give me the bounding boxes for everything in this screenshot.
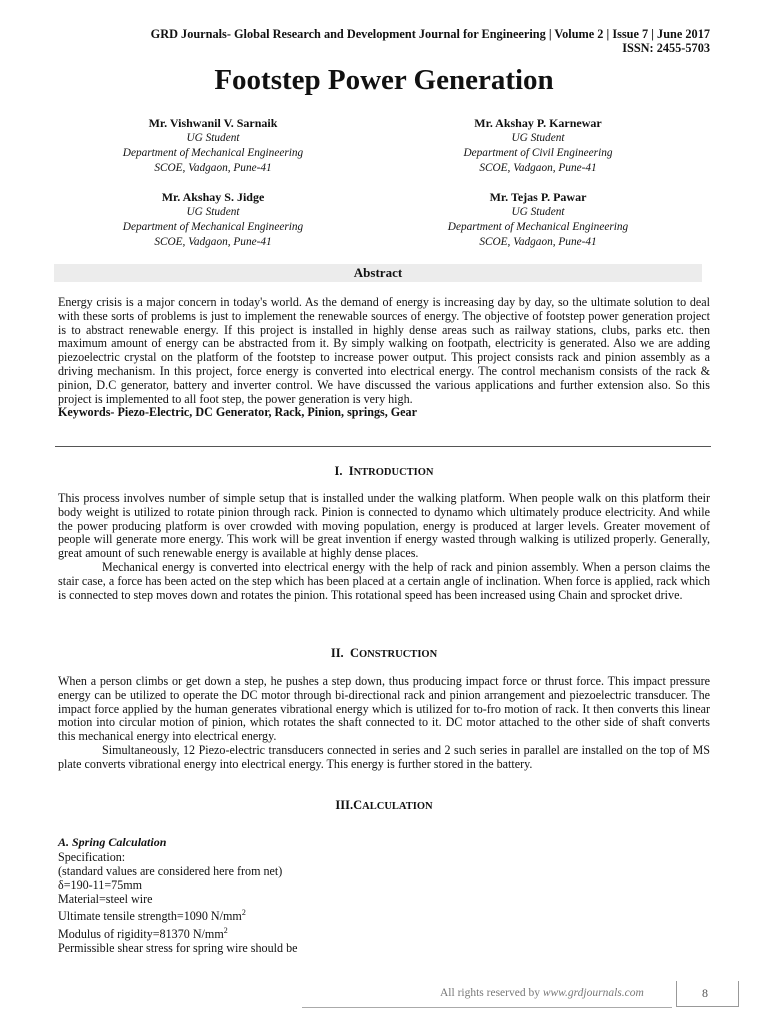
construction-paragraph: Simultaneously, 12 Piezo-electric transducers connected in series and 2 such series in parallel are installed on the top of MS plate converts vibrational energy into electrical energy. This energy is further stored in the battery. [58,742,710,771]
calc-line: (standard values are considered here from net) [58,864,283,879]
section-divider [55,446,711,447]
author-name: Mr. Tejas P. Pawar [489,190,587,204]
superscript: 2 [241,908,246,918]
construction-body [58,675,710,772]
abstract-text: Energy crisis is a major concern in today's world. As the demand of energy is increasing day by day, so the ultimate solution to deal with these sorts of problems is just to implement the renewable sources of energy. The objective of footstep power generation project is to abstract renewable energy. If this project is installed in highly dense areas such as railway stations, clubs, parks etc. then maximum amount of energy can be abstracted from it. By simply walking on footpath, electricity is generated. Also we are adding piezoelectric crystal on the platform of the footstep to increase power output. This project consists rack and pinion assembly as a driving mechanism. In this project, force energy is converted into electrical energy. The control mechanism consists of the rack & pinion, D.C generator, battery and inverter control. We have discussed the various applications and further extension also. So this project is implemented to all foot step, the power generation is very high. [58,295,710,406]
introduction-paragraph: This process involves number of simple setup that is installed under the walking platform. When people walk on this platform their body weight is utilized to rotate pinion through rack. Pinion is connected to dynamo which ultimately produce electricity. And while the power producing platform is over crowded with moving population, energy is produced at larger levels. Greater movement of people will generate more energy. This work will be great invention if energy wasted through walking is utilized properly. Generally, great amount of such renewable energy is available at highly dense places. [58,491,710,561]
author-role: UG Student [186,206,240,218]
journal-line: GRD Journals- Global Research and Development Journal for Engineering | Volume 2 | Issue 7 | June 2017 [150,27,710,41]
footer-divider [302,1007,672,1008]
superscript: 2 [223,925,228,935]
section-title-rest: ALCULATION [362,801,433,812]
paper-title: Footstep Power Generation [214,64,554,96]
site-link[interactable]: www.grdjournals.com [542,987,644,999]
footer-rights [440,987,644,999]
section-heading-calculation [0,798,768,813]
author-dept: Department of Mechanical Engineering [122,221,304,233]
section-heading-construction [0,646,768,661]
author-affil: SCOE, Vadgaon, Pune-41 [479,236,597,248]
author-name: Mr. Vishwanil V. Sarnaik [148,116,278,130]
section-number: III. [335,798,354,812]
page-number: 8 [702,986,708,1000]
rights-text: All rights reserved by [440,987,543,999]
abstract-heading: Abstract [54,264,702,282]
section-number: I. [334,464,343,478]
author-affil: SCOE, Vadgaon, Pune-41 [479,162,597,174]
author-block [388,116,688,176]
section-title-rest: NTRODUCTION [353,467,434,478]
section-number: II. [330,646,344,660]
author-role: UG Student [186,132,240,144]
author-name: Mr. Akshay S. Jidge [161,190,265,204]
calc-line: δ=190-11=75mm [58,878,143,893]
introduction-paragraph: Mechanical energy is converted into electrical energy with the help of rack and pinion assembly. When a person claims the stair case, a force has been acted on the step which has been placed at a certain angle of inclination. When force is applied, rack which is connected to step moves down and rotates the pinion. This rotational speed has been increased using Chain and sprocket drive. [58,559,710,602]
introduction-body [58,492,710,602]
author-block [63,116,363,176]
abstract-body [58,296,710,420]
calc-line [58,906,658,923]
section-initial: I [348,464,354,478]
calc-line: Material=steel wire [58,892,153,907]
author-block [63,190,363,250]
author-affil: SCOE, Vadgaon, Pune-41 [154,162,272,174]
author-role: UG Student [511,206,565,218]
author-dept: Department of Mechanical Engineering [122,147,304,159]
author-dept: Department of Civil Engineering [463,147,613,159]
construction-paragraph: When a person climbs or get down a step, he pushes a step down, thus producing impact force or thrust force. This impact pressure energy can be utilized to operate the DC motor through bi-directional rack and pinion arrangement and piezoelectric transducer. The impact force applied by the human generates vibrational energy which is utilized for to-fro motion of rack. It then converts this linear motion into circular motion of pinion, which rotates the shaft connected to it. DC motor attached to the other side of shaft converts this mechanical energy into electrical energy. [58,674,710,744]
uts-text: Ultimate tensile strength=1090 N/mm [58,909,242,924]
subsection-heading: A. Spring Calculation [58,835,167,849]
keywords: Keywords- Piezo-Electric, DC Generator, Rack, Pinion, springs, Gear [58,405,417,420]
section-title-rest: ONSTRUCTION [358,649,438,660]
calculation-list [58,850,658,955]
calc-line: Permissible shear stress for spring wire should be [58,940,298,955]
author-affil: SCOE, Vadgaon, Pune-41 [154,236,272,248]
author-dept: Department of Mechanical Engineering [447,221,629,233]
calc-line: Specification: [58,850,126,864]
author-role: UG Student [511,132,565,144]
modulus-text: Modulus of rigidity=81370 N/mm [58,926,224,941]
author-name: Mr. Akshay P. Karnewar [474,116,602,130]
author-block [388,190,688,250]
section-initial: C [353,798,363,812]
section-initial: C [349,646,359,660]
journal-header [151,27,710,55]
issn: ISSN: 2455-5703 [622,41,710,55]
calc-line [58,924,658,941]
section-heading-introduction [0,464,768,479]
